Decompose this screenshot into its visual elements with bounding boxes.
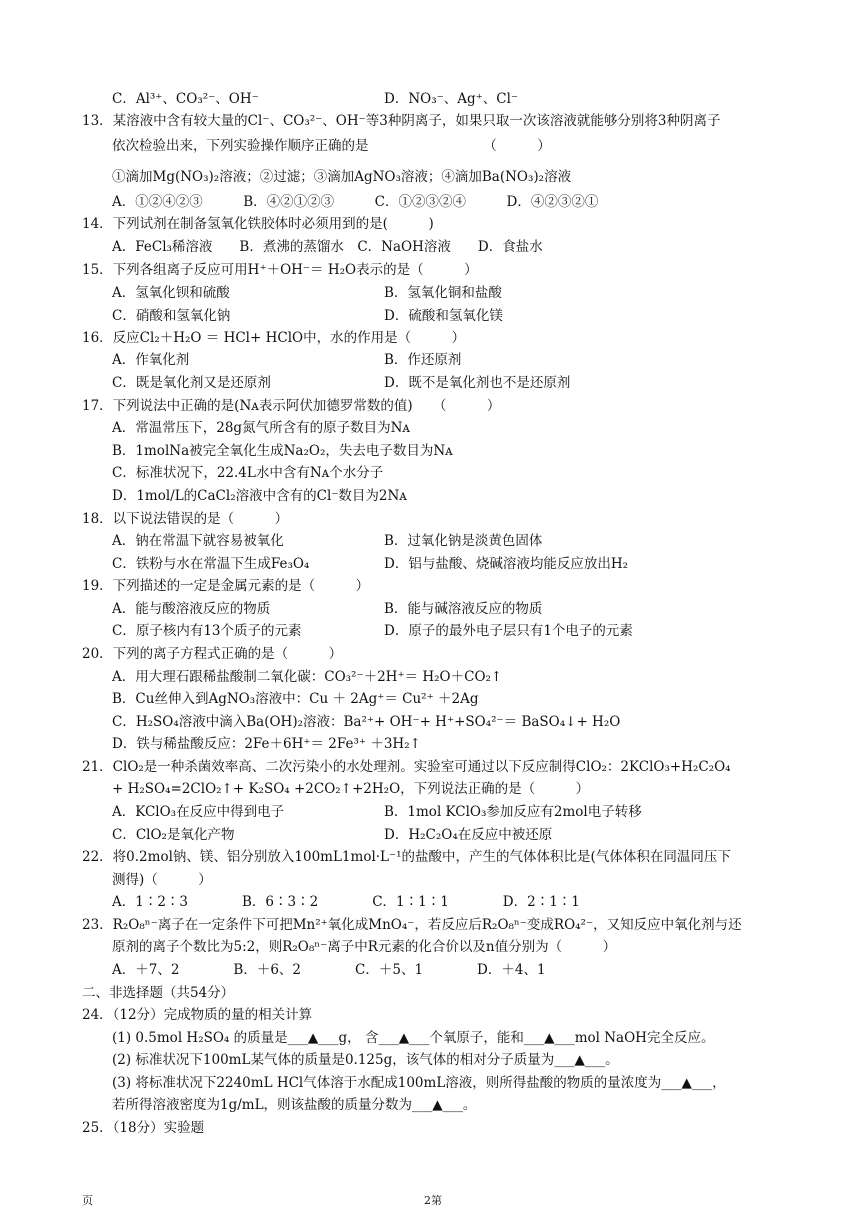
text-line: B．1mol KClO₃参加反应有2mol电子转移 — [384, 804, 642, 820]
text-line: (3) 将标准状况下2240mL HCl气体溶于水配成100mL溶液，则所得盐酸的物质的量浓度为___▲___， — [112, 1075, 726, 1091]
text-line: B．氢氧化铜和盐酸 — [384, 285, 502, 301]
text-line: C．ClO₂是氧化产物 — [112, 827, 235, 843]
text-line: 原剂的离子个数比为5:2，则R₂O₈ⁿ⁻离子中R元素的化合价以及n值分别为（ ） — [112, 939, 617, 955]
text-line: (2) 标准状况下100mL某气体的质量是0.125g，该气体的相对分子质量为___▲___。 — [112, 1052, 619, 1068]
text-line: + H₂SO₄=2ClO₂↑+ K₂SO₄ +2CO₂↑+2H₂O，下列说法正确的是（ ） — [112, 781, 590, 797]
footer-page-label: 页 — [82, 1194, 93, 1207]
text-line: D．NO₃⁻、Ag⁺、Cl⁻ — [384, 91, 519, 107]
text-line: A．作氧化剂 — [112, 352, 190, 368]
text-line: D．铁与稀盐酸反应：2Fe＋6H⁺＝ 2Fe³⁺ ＋3H₂↑ — [112, 736, 421, 752]
text-line: 测得)（ ） — [112, 872, 212, 888]
text-line: D．硫酸和氢氧化镁 — [384, 308, 503, 324]
text-line: 22．将0.2mol钠、镁、铝分别放入100mL1mol·L⁻¹的盐酸中，产生的气体体积比是(气体体积在同温同压下 — [82, 849, 731, 865]
text-line: D．1mol/L的CaCl₂溶液中含有的Cl⁻数目为2Nᴀ — [112, 488, 407, 504]
text-line: C．硝酸和氢氧化钠 — [112, 308, 231, 324]
text-line: ①滴加Mg(NO₃)₂溶液；②过滤；③滴加AgNO₃溶液；④滴加Ba(NO₃)₂溶液 — [112, 169, 572, 185]
text-line: 24．（12分）完成物质的量的相关计算 — [82, 1007, 313, 1023]
text-line: 21．ClO₂是一种杀菌效率高、二次污染小的水处理剂。实验室可通过以下反应制得ClO₂：2KClO₃+H₂C₂O₄ — [82, 759, 731, 775]
text-line: A．①②④②③ B．④②①②③ C．①②③②④ D．④②③②① — [112, 194, 599, 210]
text-line: B．作还原剂 — [384, 352, 462, 368]
text-line: C．既是氧化剂又是还原剂 — [112, 375, 271, 391]
text-line: 二、非选择题（共54分） — [82, 985, 235, 1001]
text-line: B．Cu丝伸入到AgNO₃溶液中：Cu ＋ 2Ag⁺＝ Cu²⁺ ＋2Ag — [112, 691, 479, 707]
text-line: B．能与碱溶液反应的物质 — [384, 601, 543, 617]
text-line: A．1∶2∶3 B．6∶3∶2 C．1∶1∶1 D．2∶1∶1 — [112, 894, 580, 910]
text-line: 20．下列的离子方程式正确的是（ ） — [82, 646, 343, 662]
text-line: 13．某溶液中含有较大量的Cl⁻、CO₃²⁻、OH⁻等3种阴离子，如果只取一次该溶液就能够分别将3种阴离子 — [82, 113, 721, 129]
text-line: A．＋7、2 B．＋6、2 C．＋5、1 D．＋4、1 — [112, 962, 546, 978]
text-line: B．过氧化钠是淡黄色固体 — [384, 533, 543, 549]
text-line: C．Al³⁺、CO₃²⁻、OH⁻ — [112, 91, 259, 107]
text-line: A．常温常压下，28g氮气所含有的原子数目为Nᴀ — [112, 420, 411, 436]
text-line: C．H₂SO₄溶液中滴入Ba(OH)₂溶液：Ba²⁺+ OH⁻+ H⁺+SO₄²⁻＝ BaSO₄↓+ H₂O — [112, 714, 621, 730]
text-line: A．能与酸溶液反应的物质 — [112, 601, 271, 617]
text-line: A．FeCl₃稀溶液 B．煮沸的蒸馏水 C．NaOH溶液 D．食盐水 — [112, 239, 543, 255]
text-line: B．1molNa被完全氧化生成Na₂O₂，失去电子数目为Nᴀ — [112, 443, 453, 459]
text-line: C．原子核内有13个质子的元素 — [112, 623, 302, 639]
text-line: 19．下列描述的一定是金属元素的是（ ） — [82, 578, 370, 594]
text-line: A．氢氧化钡和硫酸 — [112, 285, 230, 301]
text-line: 15．下列各组离子反应可用H⁺＋OH⁻＝ H₂O表示的是（ ） — [82, 262, 478, 278]
text-line: 17．下列说法中正确的是(Nᴀ表示阿伏加德罗常数的值) （ ） — [82, 398, 501, 414]
text-line: 23．R₂O₈ⁿ⁻离子在一定条件下可把Mn²⁺氧化成MnO₄⁻，若反应后R₂O₈ⁿ⁻变成RO₄²⁻，又知反应中氧化剂与还 — [82, 917, 742, 933]
text-line: 16．反应Cl₂＋H₂O ＝ HCl+ HClO中，水的作用是（ ） — [82, 330, 466, 346]
text-line: D．既不是氧化剂也不是还原剂 — [384, 375, 571, 391]
text-line: C．铁粉与水在常温下生成Fe₃O₄ — [112, 556, 310, 572]
text-line: 若所得溶液密度为1g/mL，则该盐酸的质量分数为___▲___。 — [112, 1097, 477, 1113]
text-line: 25．（18分）实验题 — [82, 1120, 205, 1136]
text-line: D．铝与盐酸、烧碱溶液均能反应放出H₂ — [384, 556, 629, 572]
text-line: 依次检验出来，下列实验操作顺序正确的是 （ ） — [112, 138, 551, 154]
text-line: D．原子的最外电子层只有1个电子的元素 — [384, 623, 633, 639]
text-line: 14．下列试剂在制备氢氧化铁胶体时必须用到的是( ) — [82, 216, 434, 232]
text-line: D．H₂C₂O₄在反应中被还原 — [384, 827, 553, 843]
text-line: C．标准状况下，22.4L水中含有Nᴀ个水分子 — [112, 465, 384, 481]
text-line: (1) 0.5mol H₂SO₄ 的质量是___▲___g， 含___▲___个氧原子，能和___▲___mol NaOH完全反应。 — [112, 1030, 715, 1046]
text-line: A．用大理石跟稀盐酸制二氧化碳：CO₃²⁻＋2H⁺＝ H₂O＋CO₂↑ — [112, 669, 503, 685]
footer-page-number: 2第 — [424, 1194, 442, 1207]
text-line: A．钠在常温下就容易被氧化 — [112, 533, 284, 549]
text-line: 18．以下说法错误的是（ ） — [82, 511, 289, 527]
text-line: A．KClO₃在反应中得到电子 — [112, 804, 285, 820]
